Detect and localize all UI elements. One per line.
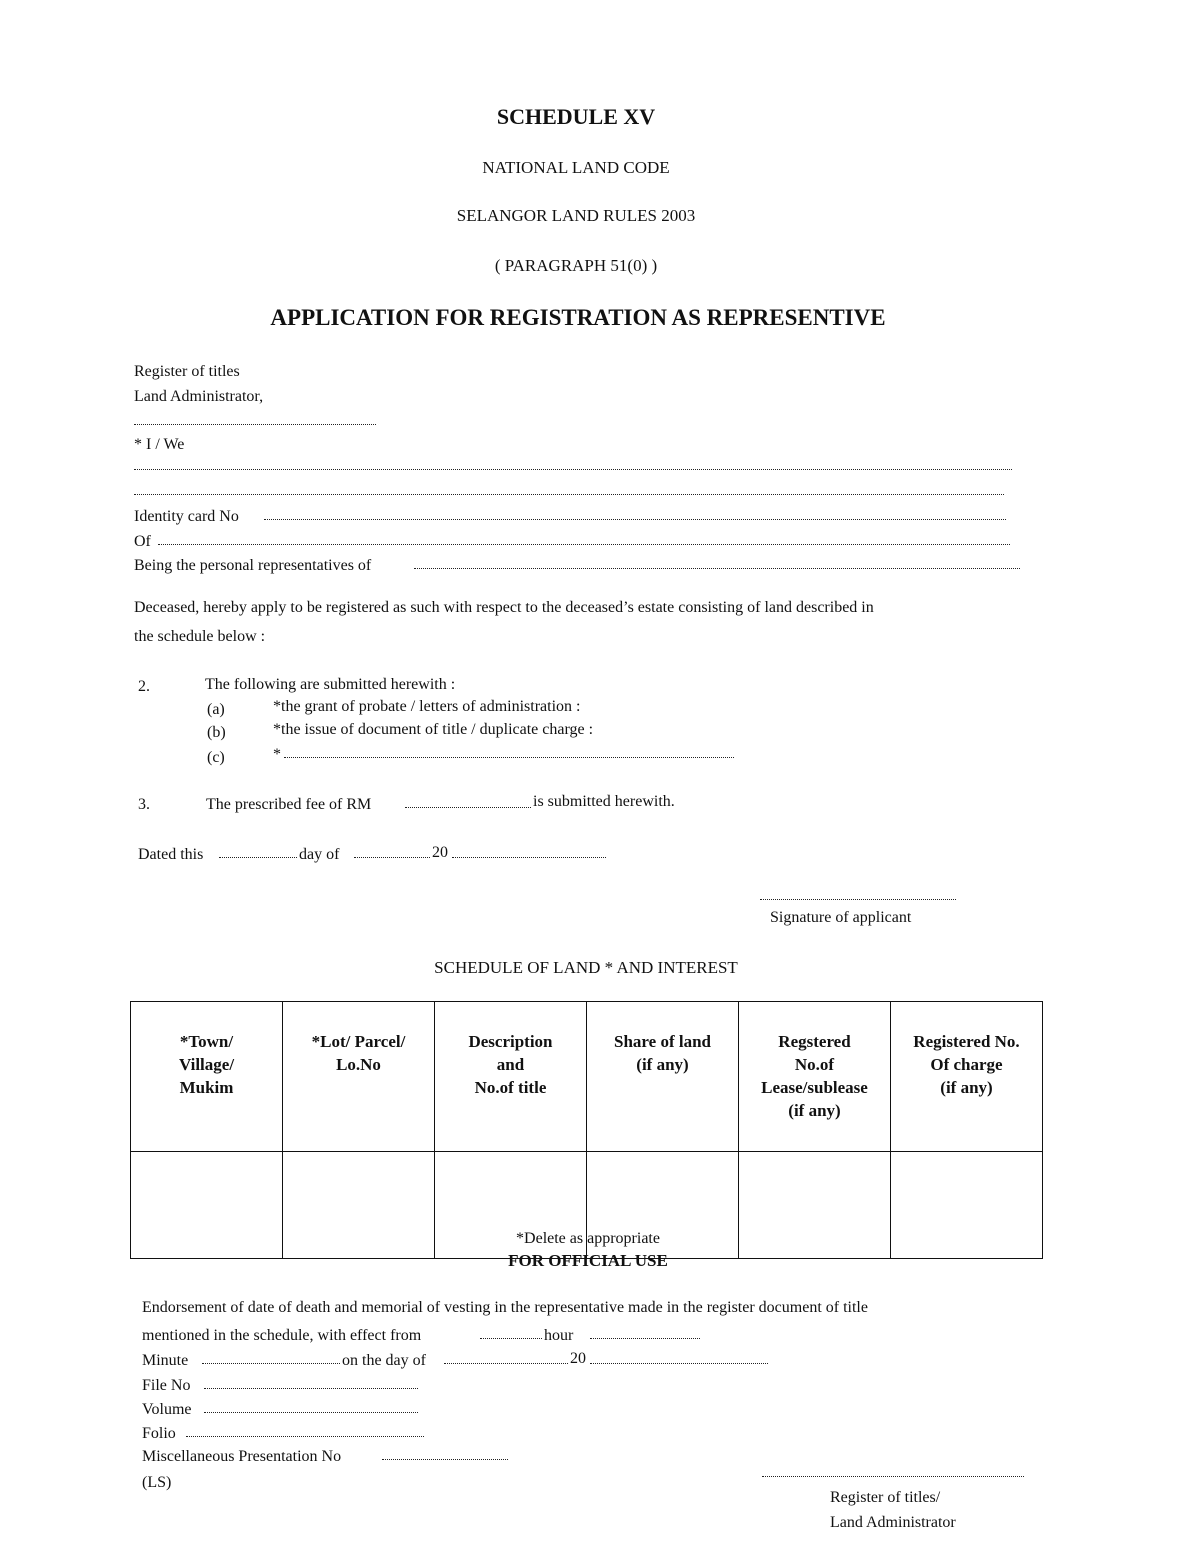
name-blank-1[interactable] bbox=[134, 469, 1012, 470]
being-label: Being the personal representatives of bbox=[134, 557, 372, 574]
seal-label: (LS) bbox=[142, 1474, 172, 1491]
official-year-blank[interactable] bbox=[590, 1363, 768, 1364]
column-header-share: Share of land (if any) bbox=[587, 1002, 739, 1152]
schedule-table bbox=[130, 1001, 1043, 1259]
item-2b-label: (b) bbox=[207, 724, 226, 741]
item-2c-label: (c) bbox=[207, 749, 225, 766]
registrar-line-1: Register of titles/ bbox=[830, 1489, 941, 1506]
declaration-line-1: Deceased, hereby apply to be registered as such with respect to the deceased’s estate consisting of land described in bbox=[134, 599, 874, 616]
effect-blank[interactable] bbox=[480, 1338, 542, 1339]
dated-middle: day of bbox=[299, 846, 340, 863]
column-header-lease: Regstered No.of Lease/sublease (if any) bbox=[739, 1002, 891, 1152]
official-year: 20 bbox=[570, 1350, 586, 1367]
item-3-prefix: The prescribed fee of RM bbox=[206, 796, 372, 813]
item-2-number: 2. bbox=[138, 678, 150, 695]
folio-blank[interactable] bbox=[186, 1436, 424, 1437]
official-day-blank[interactable] bbox=[444, 1363, 568, 1364]
hour-label: hour bbox=[544, 1327, 574, 1344]
endorsement-line-1: Endorsement of date of death and memorial of vesting in the representative made in the register document of title bbox=[142, 1299, 868, 1316]
column-header-town: *Town/ Village/ Mukim bbox=[131, 1002, 283, 1152]
being-blank[interactable] bbox=[414, 568, 1020, 569]
paragraph-heading: ( PARAGRAPH 51(0) ) bbox=[494, 256, 658, 275]
folio-label: Folio bbox=[142, 1425, 176, 1442]
schedule-heading: SCHEDULE XV bbox=[496, 104, 656, 129]
address-line-1: Register of titles bbox=[134, 363, 240, 380]
name-blank-2[interactable] bbox=[134, 494, 1004, 495]
code-heading: NATIONAL LAND CODE bbox=[482, 158, 670, 177]
page-title: APPLICATION FOR REGISTRATION AS REPRESENTIVE bbox=[270, 305, 886, 330]
volume-blank[interactable] bbox=[204, 1412, 418, 1413]
minute-blank[interactable] bbox=[202, 1363, 340, 1364]
official-use-title: FOR OFFICIAL USE bbox=[508, 1251, 668, 1270]
minute-label: Minute bbox=[142, 1352, 189, 1369]
registrar-signature-line[interactable] bbox=[762, 1476, 1024, 1477]
endorsement-line-2: mentioned in the schedule, with effect from bbox=[142, 1327, 422, 1344]
dated-prefix: Dated this bbox=[138, 846, 204, 863]
we-label: * I / We bbox=[134, 436, 185, 453]
hour-blank[interactable] bbox=[590, 1338, 700, 1339]
ic-blank[interactable] bbox=[264, 519, 1006, 520]
item-2c-text: * bbox=[273, 746, 281, 763]
dated-year: 20 bbox=[432, 844, 448, 861]
year-blank[interactable] bbox=[452, 857, 606, 858]
address-line-2: Land Administrator, bbox=[134, 388, 264, 405]
file-label: File No bbox=[142, 1377, 191, 1394]
column-header-lot: *Lot/ Parcel/ Lo.No bbox=[283, 1002, 435, 1152]
item-2a-label: (a) bbox=[207, 701, 225, 718]
item-2c-blank[interactable] bbox=[284, 757, 734, 758]
signature-label: Signature of applicant bbox=[770, 909, 912, 926]
schedule-title: SCHEDULE OF LAND * AND INTEREST bbox=[434, 958, 738, 977]
fee-blank[interactable] bbox=[405, 807, 531, 808]
of-label: Of bbox=[134, 533, 151, 550]
misc-blank[interactable] bbox=[382, 1459, 508, 1460]
month-blank[interactable] bbox=[354, 857, 430, 858]
table-header-row bbox=[131, 1002, 1043, 1152]
column-header-charge: Registered No. Of charge (if any) bbox=[891, 1002, 1043, 1152]
item-3-number: 3. bbox=[138, 796, 150, 813]
signature-line[interactable] bbox=[760, 899, 956, 900]
misc-label: Miscellaneous Presentation No bbox=[142, 1448, 342, 1465]
delete-footnote: *Delete as appropriate bbox=[516, 1230, 660, 1247]
rules-heading: SELANGOR LAND RULES 2003 bbox=[456, 206, 696, 225]
item-3-suffix: is submitted herewith. bbox=[533, 793, 675, 810]
day-blank[interactable] bbox=[219, 857, 297, 858]
address-blank[interactable] bbox=[134, 424, 376, 425]
item-2-text: The following are submitted herewith : bbox=[205, 676, 456, 693]
on-day-label: on the day of bbox=[342, 1352, 426, 1369]
item-2a-text: *the grant of probate / letters of administration : bbox=[273, 698, 581, 715]
of-blank[interactable] bbox=[158, 544, 1010, 545]
item-2b-text: *the issue of document of title / duplicate charge : bbox=[273, 721, 594, 738]
registrar-line-2: Land Administrator bbox=[830, 1514, 956, 1531]
file-blank[interactable] bbox=[204, 1388, 418, 1389]
volume-label: Volume bbox=[142, 1401, 192, 1418]
declaration-line-2: the schedule below : bbox=[134, 628, 266, 645]
ic-label: Identity card No bbox=[134, 508, 239, 525]
column-header-description: Description and No.of title bbox=[435, 1002, 587, 1152]
